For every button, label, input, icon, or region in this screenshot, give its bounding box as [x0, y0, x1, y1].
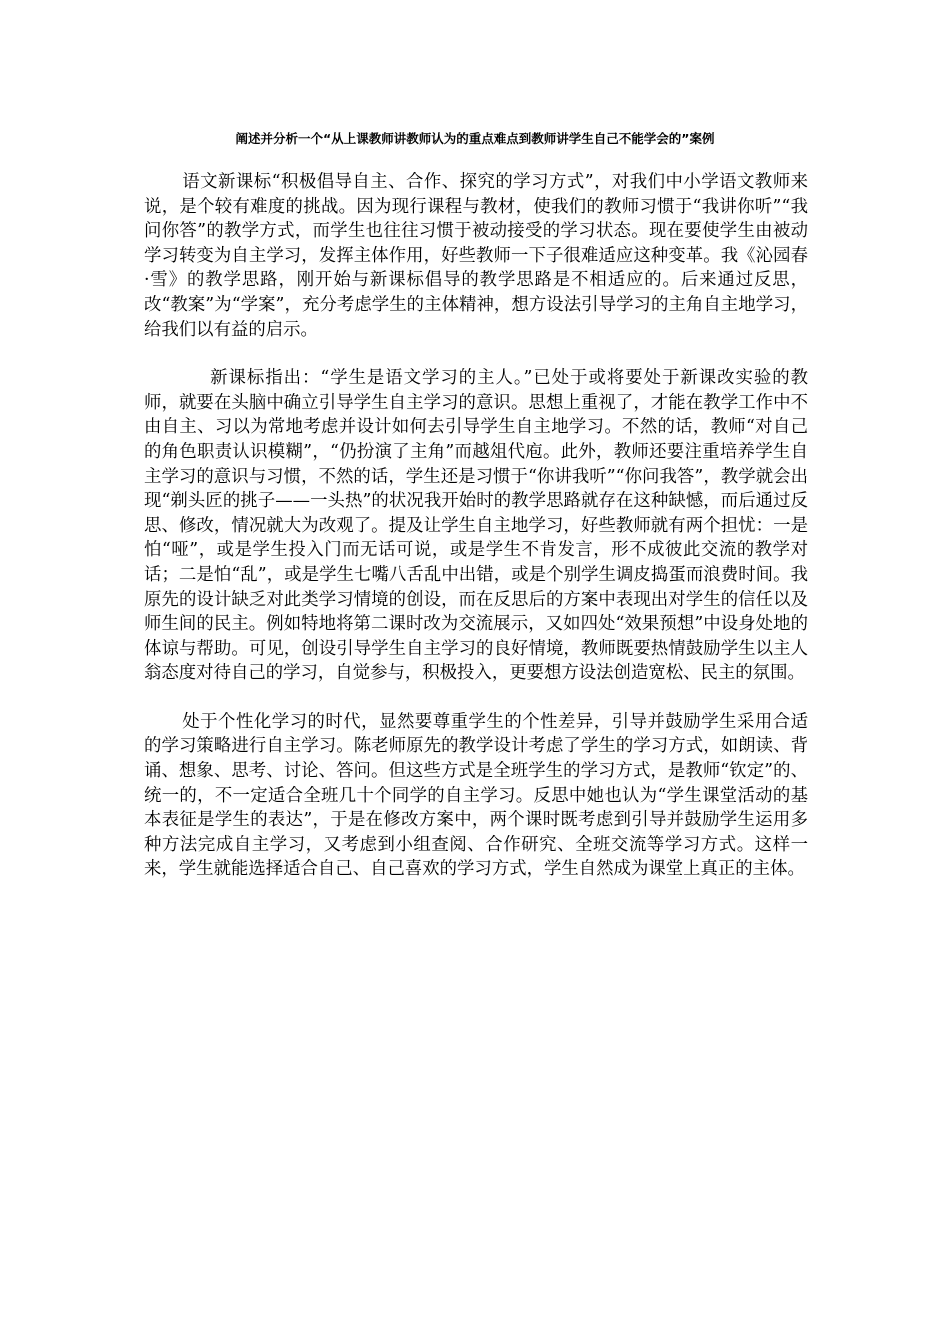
paragraph-2: 新课标指出：“学生是语文学习的主人。”已处于或将要处于新课改实验的教师，就要在头脑中确立引导学生自主学习的意识。思想上重视了，才能在教学工作中不由自主、习以为常地考虑并设计如何去引导学生自主地学习。不然的话，教师“对自己的角色职责认识模糊”，“仍扮演了主角”而越俎代庖。此外，教师还要注重培养学生自主学习的意识与习惯，不然的话，学生还是习惯于“你讲我听”“你问我答”，教学就会出现“剃头匠的挑子——一头热”的状况我开始时的教学思路就存在这种缺憾，而后通过反思、修改，情况就大为改观了。提及让学生自主地学习，好些教师就有两个担忧：一是怕“哑”，或是学生投入门而无话可说，或是学生不肯发言，形不成彼此交流的教学对话；二是怕“乱”，或是学生七嘴八舌乱中出错，或是个别学生调皮捣蛋而浪费时间。我原先的设计缺乏对此类学习情境的创设，而在反思后的方案中表现出对学生的信任以及师生间的民主。例如特地将第二课时改为交流展示，又如四处“效果预想”中设身处地的体谅与帮助。可见，创设引导学生自主学习的良好情境，教师既要热情鼓励学生以主人翁态度对待自己的学习，自觉参与，积极投入，更要想方设法创造宽松、民主的氛围。	[144, 368, 808, 684]
document-title: 阐述并分析一个“从上课教师讲教师认为的重点难点到教师讲学生自己不能学会的”案例	[235, 131, 715, 146]
document-body	[144, 170, 808, 882]
paragraph-1: 语文新课标“积极倡导自主、合作、探究的学习方式”，对我们中小学语文教师来说，是个较有难度的挑战。因为现行课程与教材，使我们的教师习惯于“我讲你听”“我问你答”的教学方式，而学生也往往习惯于被动接受的学习状态。现在要使学生由被动学习转变为自主学习，发挥主体作用，好些教师一下子很难适应这种变革。我《沁园春·雪》的教学思路，刚开始与新课标倡导的教学思路是不相适应的。后来通过反思，改“教案”为“学案”，充分考虑学生的主体精神，想方设法引导学习的主角自主地学习，给我们以有益的启示。	[144, 172, 808, 340]
paragraph-3: 处于个性化学习的时代，显然要尊重学生的个性差异，引导并鼓励学生采用合适的学习策略进行自主学习。陈老师原先的教学设计考虑了学生的学习方式，如朗读、背诵、想象、思考、讨论、答问。但这些方式是全班学生的学习方式，是教师“钦定”的、统一的，不一定适合全班几十个同学的自主学习。反思中她也认为“学生课堂活动的基本表征是学生的表达”，于是在修改方案中，两个课时既考虑到引导并鼓励学生运用多种方法完成自主学习，又考虑到小组查阅、合作研究、全班交流等学习方式。这样一来，学生就能选择适合自己、自己喜欢的学习方式，学生自然成为课堂上真正的主体。	[144, 711, 808, 880]
